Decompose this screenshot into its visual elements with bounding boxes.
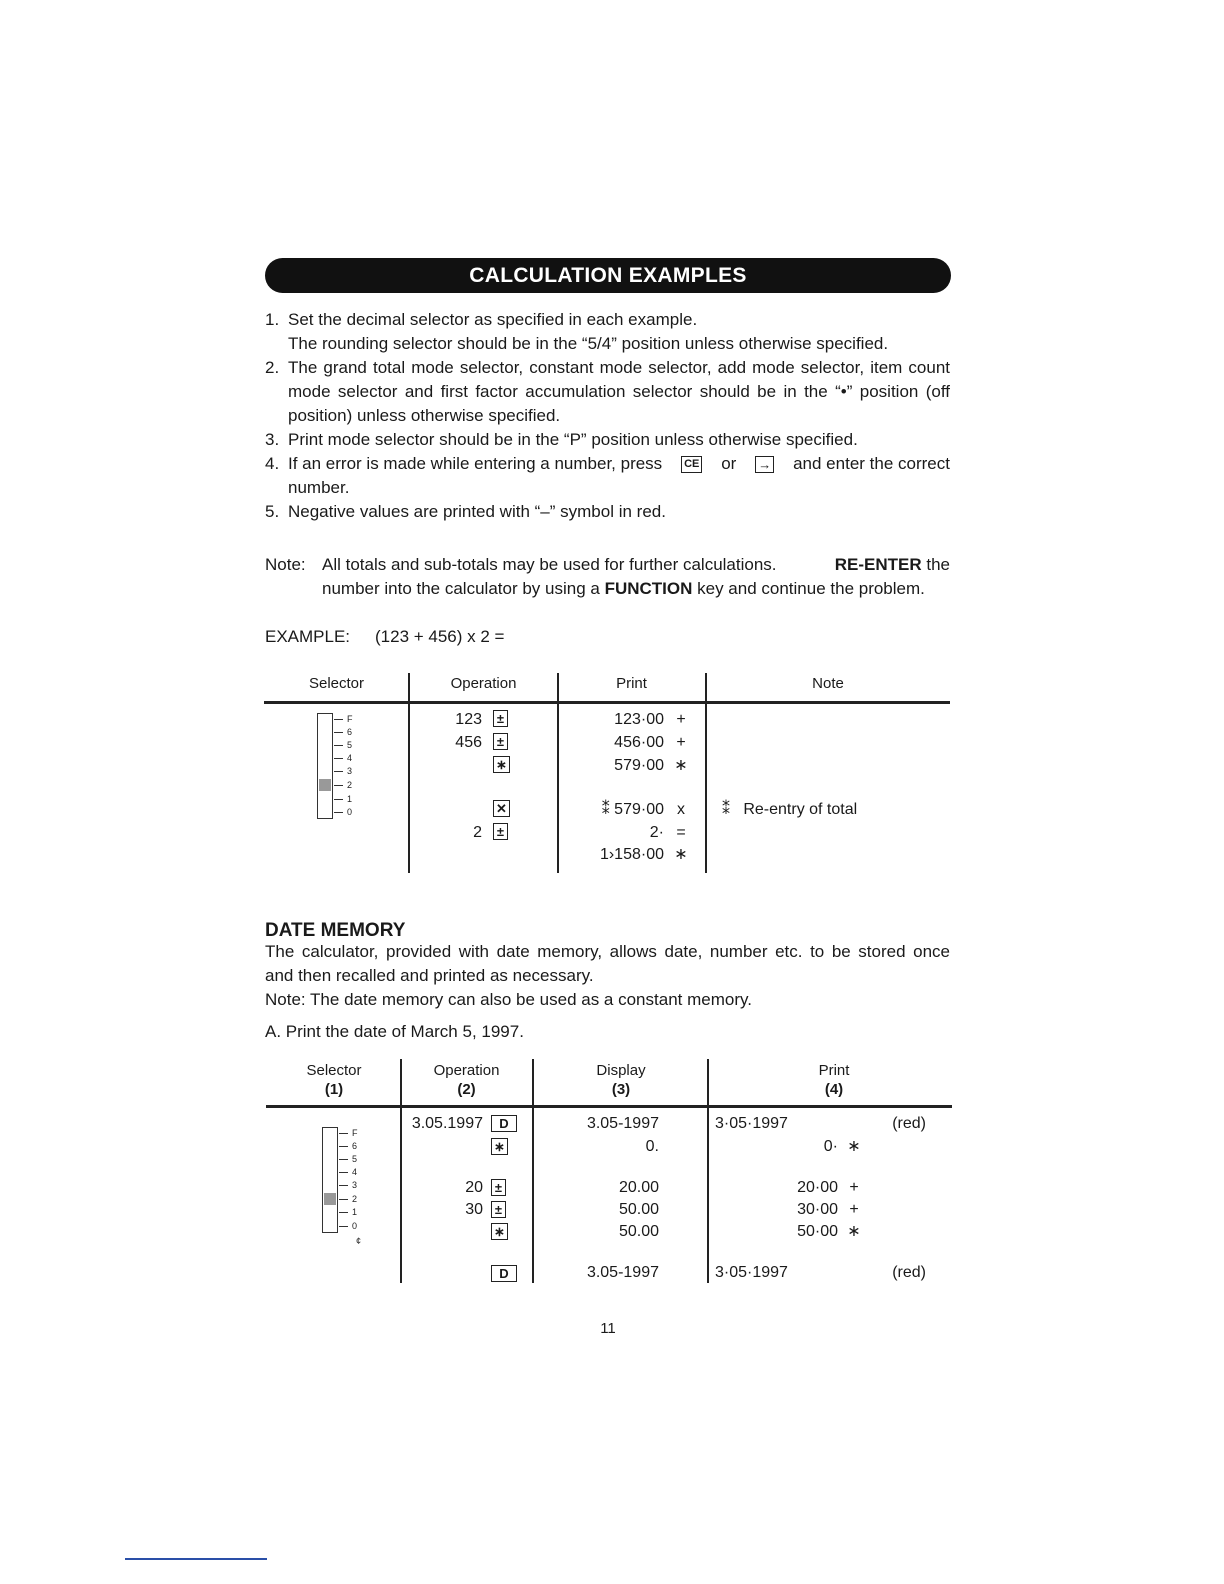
t2-display: 50.00 [618, 1223, 659, 1240]
date-memory-heading: DATE MEMORY [265, 920, 406, 941]
note-line2-post: key and continue the problem. [697, 579, 925, 598]
instruction-1-line1: Set the decimal selector as specified in each example. [288, 310, 698, 329]
t1-col-divider-3 [705, 673, 707, 873]
instruction-4-line1 [288, 452, 950, 476]
t2-header-operation-num: (2) [457, 1081, 476, 1098]
t1-print-val: 456·00 [614, 734, 664, 751]
total-key-icon: ∗ [491, 1223, 508, 1240]
instruction-1-line2: The rounding selector should be in the “5/4” position unless otherwise specified. [288, 334, 889, 353]
t2-display: 50.00 [618, 1201, 659, 1218]
date-memory-line1: The calculator, provided with date memory, allows date, number etc. to be stored once [265, 942, 950, 961]
note-function: FUNCTION [604, 579, 693, 598]
t1-note-reentry: ⁑ Re-entry of total [722, 801, 858, 818]
instruction-4-num: 4. [265, 454, 280, 473]
instruction-1-num: 1. [265, 310, 280, 329]
t1-op-num: 123 [455, 711, 482, 728]
note-line1-post: the [926, 555, 950, 574]
t1-print-val: 1›158·00 [599, 846, 664, 863]
example-expression: (123 + 456) x 2 = [375, 627, 505, 646]
t2-header-print: Print [818, 1062, 850, 1079]
t2-print-val: 50·00 [797, 1223, 838, 1240]
t1-print-val: 123·00 [614, 711, 664, 728]
plus-equals-key-icon: ± [491, 1201, 506, 1218]
arrow-key-icon: → [755, 456, 774, 473]
plus-equals-key-icon: ± [493, 823, 508, 840]
t2-print-left: 3·05·1997 [715, 1264, 788, 1281]
instruction-2-line3: position) unless otherwise specified. [288, 406, 561, 425]
t2-header-operation: Operation [433, 1062, 500, 1079]
t2-print-note: (red) [892, 1115, 926, 1132]
instruction-3-line1: Print mode selector should be in the “P” position unless otherwise specified. [288, 430, 858, 449]
note-label: Note: [265, 555, 306, 574]
t2-print-note: (red) [892, 1264, 926, 1281]
t1-header-note: Note [812, 675, 844, 692]
t1-print-sym: = [676, 824, 686, 841]
instruction-2-line2: mode selector and first factor accumulation selector should be in the “•” position (off [288, 382, 950, 401]
t1-header-rule [264, 701, 950, 704]
total-key-icon: ∗ [491, 1138, 508, 1155]
t2-header-print-num: (4) [824, 1081, 844, 1098]
plus-equals-key-icon: ± [493, 733, 508, 750]
note-line2-pre: number into the calculator by using a [322, 579, 600, 598]
instruction-3-num: 3. [265, 430, 280, 449]
t1-print-sym: + [676, 734, 686, 751]
t1-col-divider-2 [557, 673, 559, 873]
instruction-4-pre: If an error is made while entering a number, press [288, 454, 663, 473]
t1-print-val: 2· [649, 824, 664, 841]
t2-print-sym: ∗ [847, 1138, 861, 1155]
t1-header-selector: Selector [308, 675, 365, 692]
note-line2 [322, 577, 950, 601]
t2-display: 3.05-1997 [586, 1115, 659, 1132]
t1-op-num: 2 [473, 824, 482, 841]
ce-key-icon: CE [681, 456, 702, 473]
t2-op-num: 30 [465, 1201, 483, 1218]
footer-rule [125, 1558, 267, 1560]
date-key-icon: D [491, 1265, 517, 1282]
t2-print-sym: + [849, 1179, 859, 1196]
multiply-key-icon: ✕ [493, 800, 510, 817]
instruction-4-mid: or [721, 454, 737, 473]
t2-col-divider-3 [707, 1059, 709, 1283]
note-line1-pre: All totals and sub-totals may be used for further calculations. [322, 555, 777, 574]
t2-header-display-num: (3) [611, 1081, 631, 1098]
total-key-icon: ∗ [493, 756, 510, 773]
t2-print-sym: + [849, 1201, 859, 1218]
note-reenter: RE-ENTER [834, 555, 922, 574]
t2-display: 20.00 [618, 1179, 659, 1196]
t1-print-sym: ∗ [674, 846, 688, 863]
t2-col-divider-2 [532, 1059, 534, 1283]
t2-header-selector: Selector [306, 1062, 362, 1079]
t1-print-val: 579·00 [614, 757, 664, 774]
instruction-5-num: 5. [265, 502, 280, 521]
t1-print-sym: x [677, 801, 685, 818]
t1-print-val: ⁑ 579·00 [601, 801, 664, 818]
note-line1 [322, 553, 950, 577]
plus-equals-key-icon: ± [493, 710, 508, 727]
t1-header-print: Print [616, 675, 647, 692]
instruction-2-line1: The grand total mode selector, constant mode selector, add mode selector, item count [288, 358, 950, 377]
t2-display: 0. [645, 1138, 659, 1155]
date-memory-task: A. Print the date of March 5, 1997. [265, 1022, 524, 1041]
instruction-4-post: and enter the correct [793, 454, 950, 473]
date-memory-line2: and then recalled and printed as necessary. [265, 966, 594, 985]
date-key-icon: D [491, 1115, 517, 1132]
instruction-2-num: 2. [265, 358, 280, 377]
t1-print-sym: ∗ [674, 757, 688, 774]
t1-header-operation: Operation [450, 675, 517, 692]
t2-col-divider-1 [400, 1059, 402, 1283]
t2-header-selector-num: (1) [324, 1081, 344, 1098]
page-number: 11 [600, 1320, 616, 1337]
t2-display: 3.05-1997 [586, 1264, 659, 1281]
instruction-4-line2: number. [288, 478, 350, 497]
t2-header-rule [266, 1105, 952, 1108]
date-memory-note: Note: The date memory can also be used as a constant memory. [265, 990, 752, 1009]
t2-header-display: Display [596, 1062, 646, 1079]
plus-equals-key-icon: ± [491, 1179, 506, 1196]
t1-col-divider-1 [408, 673, 410, 873]
t1-print-sym: + [676, 711, 686, 728]
example-label: EXAMPLE: [265, 627, 351, 646]
t1-op-num: 456 [455, 734, 482, 751]
t2-op-num: 20 [465, 1179, 483, 1196]
t2-print-left: 3·05·1997 [715, 1115, 788, 1132]
t2-op-num: 3.05.1997 [411, 1115, 483, 1132]
section-banner: CALCULATION EXAMPLES [265, 258, 951, 293]
t2-print-sym: ∗ [847, 1223, 861, 1240]
instruction-5-line1: Negative values are printed with “–” symbol in red. [288, 502, 666, 521]
t2-print-val: 30·00 [797, 1201, 838, 1218]
t2-print-val: 20·00 [797, 1179, 838, 1196]
t2-print-val: 0· [823, 1138, 838, 1155]
